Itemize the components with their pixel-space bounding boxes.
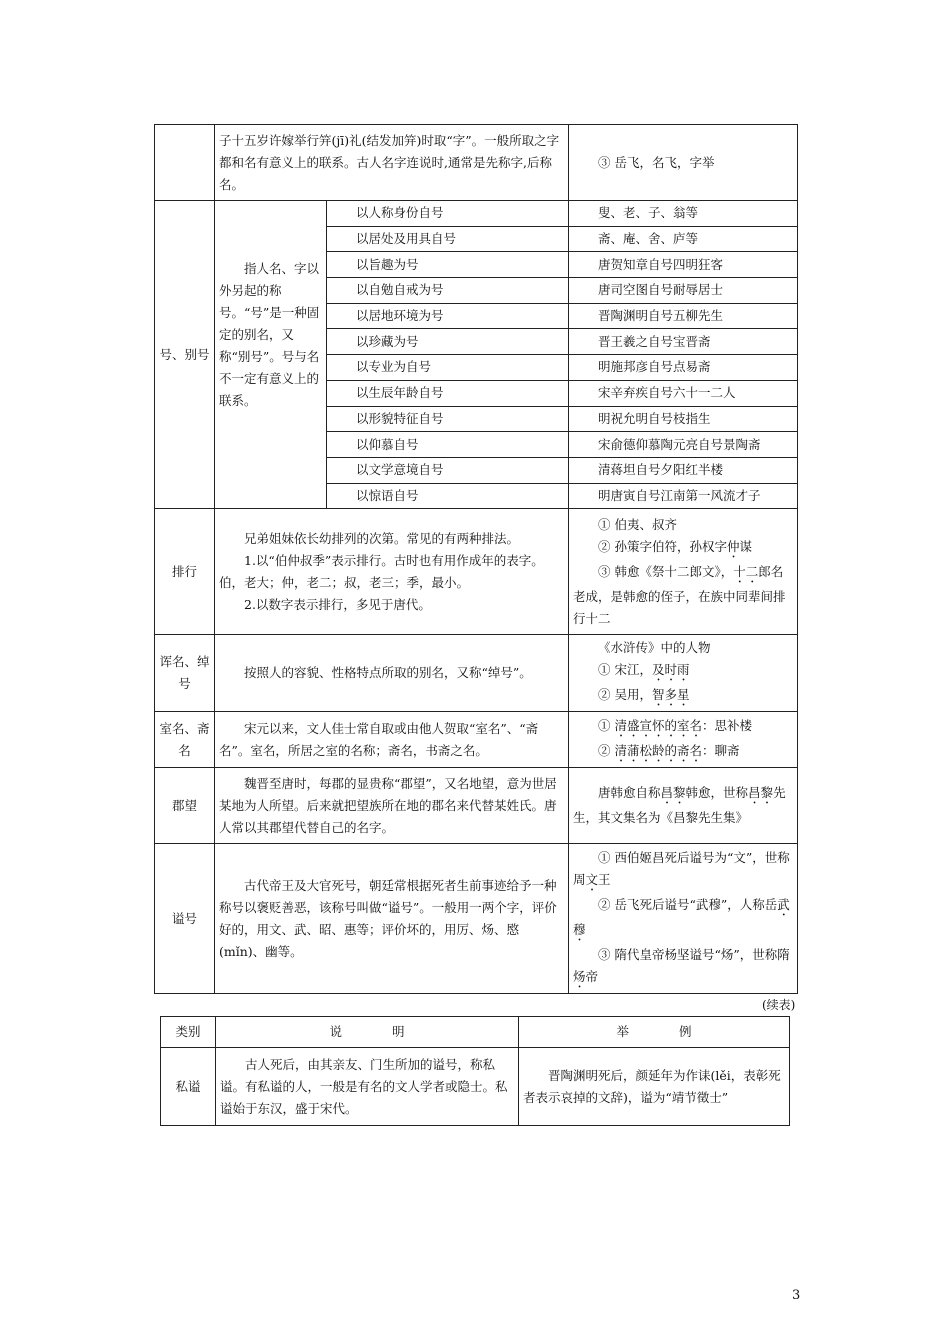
shiming-category: 室名、斋名	[155, 712, 215, 768]
ex-text: 谋	[739, 538, 753, 554]
header-row	[161, 1017, 790, 1048]
sishi-example: 晋陶渊明死后，颜延年为作诔(lěi，表彰死者表示哀掉的文辞)，谥为“靖节徵士”	[519, 1048, 790, 1126]
row-shihao	[155, 844, 798, 994]
zi-desc: 子十五岁许嫁举行笄(jī)礼(结发加笄)时取“字”。一般所取之字都和名有意义上的联系。古人名字连说时,通常是先称字,后称名。	[215, 125, 569, 201]
ex-emph: 及时雨	[651, 662, 690, 678]
junwang-category: 郡望	[155, 768, 215, 844]
ex-emph: 昌黎	[748, 785, 774, 801]
shihao-ex1	[573, 847, 793, 894]
shiming-examples	[569, 712, 798, 768]
shiming-desc: 宋元以来，文人佳士常自取或由他人贺取“室名”、“斋名”。室名，所居之室的名称；斋名，书斋之名。	[215, 712, 569, 768]
paihang-category: 排行	[155, 509, 215, 635]
hao-example: 唐贺知章自号四明狂客	[569, 252, 798, 278]
shihao-examples	[569, 844, 798, 994]
paihang-desc-line: 1.以“伯仲叔季”表示排行。古时也有用作成年的表字。伯，老大；仲，老二；叔，老三；季，最小。	[219, 552, 544, 590]
ex-emph: 清盛宣怀的室名	[614, 717, 702, 733]
ex-emph: 十二	[733, 563, 759, 579]
junwang-example	[569, 768, 798, 844]
ex-text: ① 宋江，	[598, 662, 652, 678]
hao-example: 宋俞德仰慕陶元亮自号景陶斋	[569, 432, 798, 458]
ex-text: ①	[598, 717, 615, 733]
ex-emph: 文	[585, 871, 599, 887]
paihang-ex1: ① 伯夷、叔齐	[598, 516, 677, 532]
row-sishi	[161, 1048, 790, 1126]
hao-type: 以生辰年龄自号	[327, 380, 569, 406]
ex-text: ：聊斋	[702, 742, 740, 758]
ex-text: ② 岳飞死后谥号“武穆”，人称岳	[598, 896, 778, 912]
paihang-ex2	[573, 536, 793, 561]
huiming-ex1	[573, 659, 793, 684]
naming-table	[154, 124, 798, 994]
row-shiming	[155, 712, 798, 768]
ex-text: ②	[598, 742, 615, 758]
hao-type: 以居处及用具自号	[327, 226, 569, 252]
ex-text: 唐韩愈自称	[598, 785, 661, 801]
huiming-desc: 按照人的容貌、性格特点所取的别名，又称“绰号”。	[215, 635, 569, 712]
hao-example: 叟、老、子、翁等	[569, 201, 798, 227]
shiming-ex2	[573, 740, 793, 765]
shiming-ex1	[573, 715, 793, 740]
paihang-examples	[569, 509, 798, 635]
hao-example: 唐司空图自号耐辱居士	[569, 278, 798, 304]
hao-example: 明唐寅自号江南第一风流才子	[569, 483, 798, 509]
hao-type: 以专业为自号	[327, 355, 569, 381]
ex-text: 韩愈，世称	[685, 785, 749, 801]
ex-text: 郎名老成，是韩愈的侄子，在族中同辈间排行十二	[573, 563, 786, 626]
hao-example: 斋、庵、舍、庐等	[569, 226, 798, 252]
hao-example: 清蒋坦自号夕阳红半楼	[569, 457, 798, 483]
shihao-ex2	[573, 894, 793, 944]
continued-label: (续表)	[762, 998, 796, 1012]
huiming-ex0: 《水浒传》中的人物	[598, 640, 711, 656]
paihang-desc-line: 兄弟姐妹依长幼排列的次第。常见的有两种排法。	[244, 530, 520, 546]
hao-desc: 指人名、字以外另起的称号。“号”是一种固定的别名，又称“别号”。号与名不一定有意义上的联系。	[215, 201, 327, 509]
huiming-category: 诨名、绰号	[155, 635, 215, 712]
hao-type: 以文学意境自号	[327, 457, 569, 483]
shihao-category: 谥号	[155, 844, 215, 994]
ex-text: ③ 隋代皇帝杨坚谥号“炀”，世称隋	[598, 946, 790, 962]
paihang-desc-line: 2.以数字表示排行，多见于唐代。	[244, 596, 431, 612]
ex-text: ① 西伯姬昌死后谥号为“文”，世称周	[573, 849, 790, 887]
hao-type: 以自勉自戒为号	[327, 278, 569, 304]
cell-empty	[155, 125, 215, 201]
ex-text: ：思补楼	[702, 717, 753, 733]
ex-emph: 智多星	[651, 687, 690, 703]
ex-emph: 昌黎	[660, 785, 686, 801]
paihang-desc	[215, 509, 569, 635]
junwang-desc: 魏晋至唐时，每郡的显贵称“郡望”，又名地望，意为世居某地为人所望。后来就把望族所在地的郡名来代替某姓氏。唐人常以其郡望代替自己的名字。	[215, 768, 569, 844]
ex-text: ③ 韩愈《祭十二郎文》，	[598, 563, 734, 579]
ex-emph: 仲	[726, 538, 740, 554]
header-category: 类别	[161, 1017, 216, 1048]
hao-type: 以珍藏为号	[327, 329, 569, 355]
hao-category: 号、别号	[155, 201, 215, 509]
sishi-category: 私谥	[161, 1048, 216, 1126]
hao-type: 以人称身份自号	[327, 201, 569, 227]
ex-emph: 武穆	[573, 896, 790, 937]
hao-type: 以居地环境为号	[327, 303, 569, 329]
paihang-ex3	[573, 561, 793, 630]
huiming-examples	[569, 635, 798, 712]
row-zi	[155, 125, 798, 201]
page-number: 3	[792, 1288, 801, 1303]
hao-example: 晋王羲之自号宝晋斋	[569, 329, 798, 355]
hao-type: 以旨趣为号	[327, 252, 569, 278]
row-junwang	[155, 768, 798, 844]
shihao-desc: 古代帝王及大官死号，朝廷常根据死者生前事迹给予一种称号以褒贬善恶，该称号叫做“谥号”。一般用一两个字，评价好的，用文、武、昭、惠等；评价坏的，用厉、炀、愍(mǐn)、幽等。	[215, 844, 569, 994]
zi-example: ③ 岳飞，名飞，字举	[569, 125, 798, 201]
header-example: 举 例	[519, 1017, 790, 1048]
sishi-desc: 古人死后，由其亲友、门生所加的谥号，称私谥。有私谥的人，一般是有名的文人学者或隐士。私谥始于东汉，盛于宋代。	[216, 1048, 519, 1126]
continued-table	[160, 1016, 790, 1126]
hao-example: 晋陶渊明自号五柳先生	[569, 303, 798, 329]
hao-row	[155, 201, 798, 227]
ex-text: ② 孙策字伯符，孙权字	[598, 538, 727, 554]
ex-text: ② 吴用，	[598, 687, 652, 703]
header-description: 说 明	[216, 1017, 519, 1048]
hao-example: 明祝允明自号枝指生	[569, 406, 798, 432]
hao-type: 以仰慕自号	[327, 432, 569, 458]
ex-emph: 清蒲松龄的斋名	[614, 742, 702, 758]
ex-text: 帝	[585, 968, 599, 984]
hao-type: 以惊语自号	[327, 483, 569, 509]
hao-example: 宋辛弃疾自号六十一二人	[569, 380, 798, 406]
ex-text: 先生，其文集名为《昌黎先生集》	[573, 785, 786, 826]
row-paihang	[155, 509, 798, 635]
shihao-ex3	[573, 944, 793, 991]
hao-example: 明施邦彦自号点易斋	[569, 355, 798, 381]
huiming-ex2	[573, 684, 793, 709]
ex-emph: 炀	[573, 968, 586, 984]
ex-text: 王	[598, 871, 611, 887]
hao-type: 以形貌特征自号	[327, 406, 569, 432]
row-huiming	[155, 635, 798, 712]
